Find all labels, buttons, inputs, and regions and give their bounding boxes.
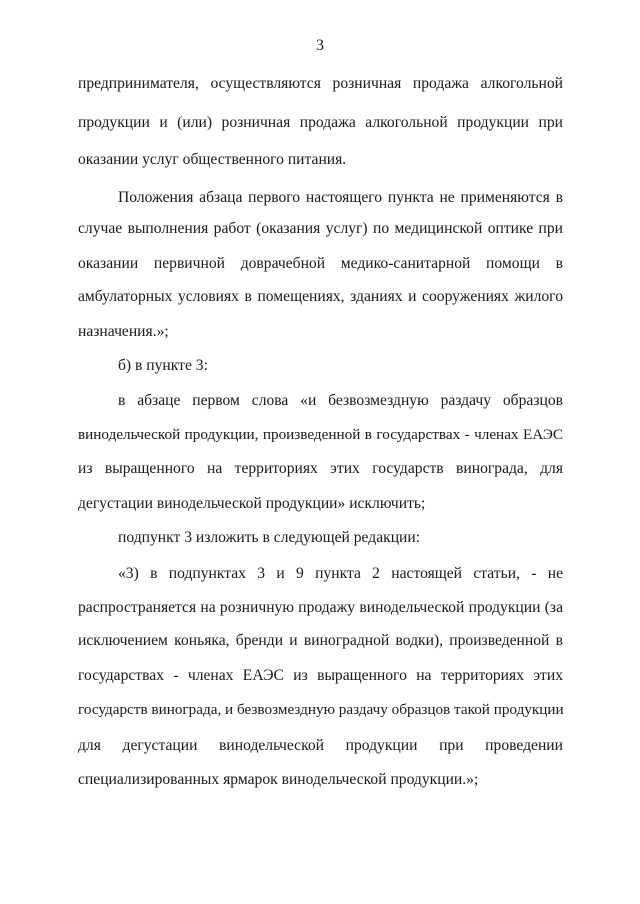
paragraph-first-line: б) в пункте 3: — [118, 357, 208, 374]
text-line: государств винограда, и безвозмездную раздачу образцов такой продукции — [78, 701, 564, 718]
text-line: для дегустации винодельческой продукции при проведении — [78, 737, 563, 754]
text-line: амбулаторных условиях в помещениях, зданиях и сооружениях жилого — [78, 288, 563, 305]
paragraph-first-line: «3) в подпунктах 3 и 9 пункта 2 настоящей статьи, - не — [118, 565, 563, 582]
text-line: оказании первичной доврачебной медико-санитарной помощи в — [78, 255, 563, 272]
text-line: исключением коньяка, бренди и виноградной водки), произведенной в — [78, 632, 563, 649]
paragraph-first-line: в абзаце первом слова «и безвозмездную раздачу образцов — [118, 392, 563, 409]
text-line: предпринимателя, осуществляются розничная продажа алкогольной — [78, 75, 563, 92]
text-line: из выращенного на территориях этих государств винограда, для — [78, 460, 563, 477]
paragraph-first-line: Положения абзаца первого настоящего пункта не применяются в — [118, 189, 563, 206]
text-line: назначения.»; — [78, 323, 169, 340]
text-line: винодельческой продукции, произведенной в государствах - членах ЕАЭС — [78, 426, 563, 443]
text-line: распространяется на розничную продажу винодельческой продукции (за — [78, 599, 563, 616]
text-line: продукции и (или) розничная продажа алкогольной продукции при — [78, 114, 563, 131]
text-line: случае выполнения работ (оказания услуг) по медицинской оптике при — [78, 220, 563, 237]
text-line: государствах - членах ЕАЭС из выращенного на территориях этих — [78, 667, 563, 684]
text-line: оказании услуг общественного питания. — [78, 151, 347, 168]
text-line: специализированных ярмарок винодельческой продукции.»; — [78, 771, 479, 788]
text-line: дегустации винодельческой продукции» исключить; — [78, 495, 426, 512]
paragraph-first-line: подпункт 3 изложить в следующей редакции: — [118, 529, 421, 546]
page-number: 3 — [316, 37, 324, 54]
